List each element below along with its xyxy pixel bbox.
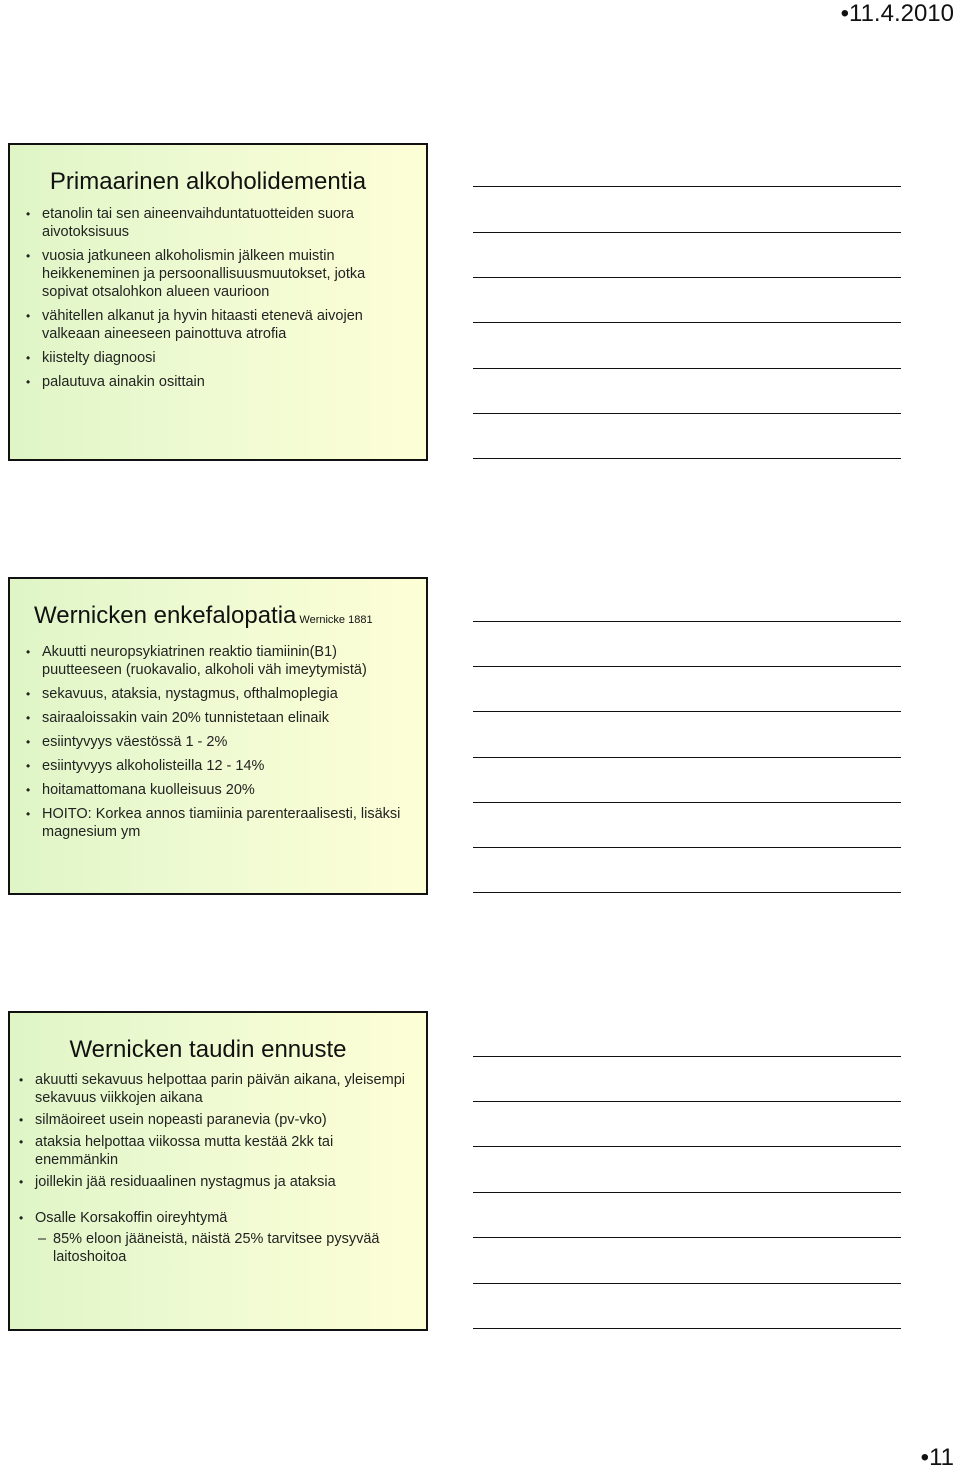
bullet-item: • HOITO: Korkea annos tiamiinia parenteraalisesti, lisäksi magnesium ym (42, 805, 412, 841)
bullet-item: • esiintyvyys alkoholisteilla 12 - 14% (42, 757, 412, 775)
note-line (473, 232, 901, 233)
note-line (473, 1237, 901, 1238)
note-line (473, 757, 901, 758)
sub-bullet-item (35, 1230, 414, 1266)
bullet-item: • esiintyvyys väestössä 1 - 2% (42, 733, 412, 751)
sub-bullet-dash: – (38, 1231, 47, 1247)
note-line (473, 368, 901, 369)
bullet-item: • etanolin tai sen aineenvaihduntatuotteiden suora aivotoksisuus (42, 205, 412, 241)
note-line (473, 711, 901, 712)
bullet-item (35, 1209, 414, 1266)
note-line (473, 322, 901, 323)
bullet-item: • silmäoireet usein nopeasti paranevia (pv-vko) (35, 1111, 414, 1129)
note-line (473, 1056, 901, 1057)
slide-title-text: Wernicken enkefalopatia (34, 602, 297, 629)
note-line (473, 847, 901, 848)
bullet-item: • sekavuus, ataksia, nystagmus, ofthalmoplegia (42, 685, 412, 703)
note-line (473, 458, 901, 459)
bullet-item: • sairaaloissakin vain 20% tunnistetaan elinaik (42, 709, 412, 727)
bullet-list (10, 643, 426, 841)
bullet-item: • Akuutti neuropsykiatrinen reaktio tiamiinin(B1) puutteeseen (ruokavalio, alkoholi väh imeytymistä) (42, 643, 412, 679)
bullet-item: • vähitellen alkanut ja hyvin hitaasti etenevä aivojen valkeaan aineeseen painottuva atrofia (42, 307, 412, 343)
slide-title (10, 579, 426, 635)
bullet-item: • akuutti sekavuus helpottaa parin päivän aikana, yleisempi sekavuus viikkojen aikana (35, 1071, 414, 1107)
bullet-item: • joillekin jää residuaalinen nystagmus ja ataksia (35, 1173, 414, 1191)
note-line (473, 1283, 901, 1284)
note-line (473, 892, 901, 893)
note-line (473, 1101, 901, 1102)
note-line (473, 1146, 901, 1147)
note-line (473, 666, 901, 667)
bullet-item: • hoitamattomana kuolleisuus 20% (42, 781, 412, 799)
note-line (473, 621, 901, 622)
header-date: •11.4.2010 (840, 0, 954, 27)
slide-title-note: Wernicke 1881 (299, 614, 373, 626)
note-line (473, 413, 901, 414)
bullet-item: • ataksia helpottaa viikossa mutta kestää 2kk tai enemmänkin (35, 1133, 414, 1169)
bullet-list (10, 1071, 426, 1266)
bullet-item: • kiistelty diagnoosi (42, 349, 412, 367)
note-line (473, 186, 901, 187)
bullet-item: • palautuva ainakin osittain (42, 373, 412, 391)
sub-bullet-text: 85% eloon jääneistä, näistä 25% tarvitsee pysyvää laitoshoitoa (53, 1231, 380, 1265)
slide-title: Wernicken taudin ennuste (69, 1036, 347, 1063)
note-line (473, 802, 901, 803)
slide-title: Primaarinen alkoholidementia (49, 168, 367, 195)
note-line (473, 277, 901, 278)
slide-wernicken-enkefalopatia (8, 577, 428, 895)
bullet-item-text: Osalle Korsakoffin oireyhtymä (35, 1210, 228, 1226)
slide-primaarinen-alkoholidementia (8, 143, 428, 461)
page-number: •11 (920, 1444, 954, 1471)
bullet-list (10, 205, 426, 391)
note-line (473, 1328, 901, 1329)
slide-wernicken-taudin-ennuste (8, 1011, 428, 1331)
bullet-item: • vuosia jatkuneen alkoholismin jälkeen muistin heikkeneminen ja persoonallisuusmuutokset, jotka sopivat otsalohkon alueen vaurioon (42, 247, 412, 301)
note-line (473, 1192, 901, 1193)
